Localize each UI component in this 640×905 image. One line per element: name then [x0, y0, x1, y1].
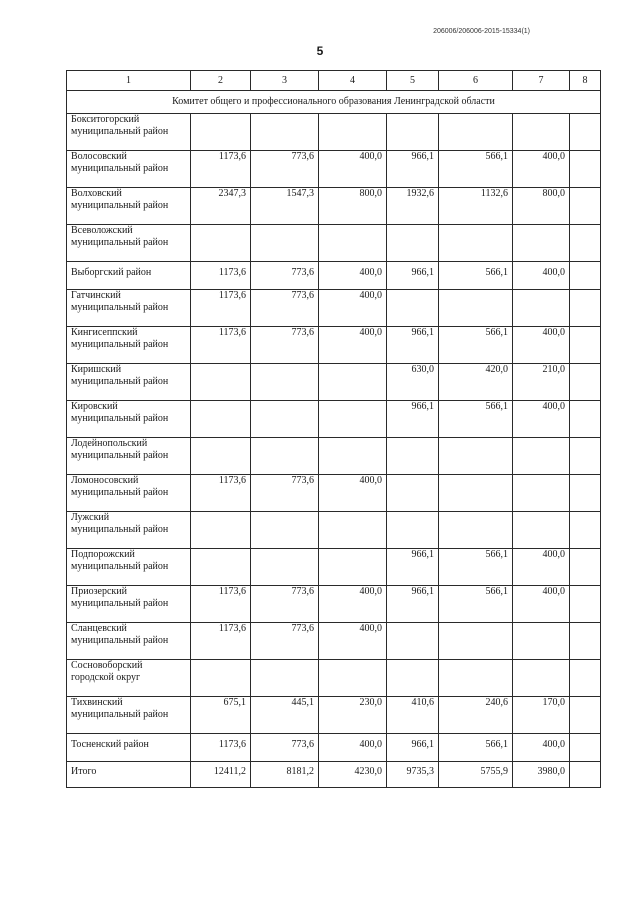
- value-c8: [570, 697, 601, 734]
- value-c4: 400,0: [319, 734, 387, 762]
- value-c7: [513, 438, 570, 475]
- total-c6: 5755,9: [439, 762, 513, 788]
- district-name: [67, 188, 191, 225]
- district-name-line: муниципальный район: [71, 709, 169, 720]
- value-c6: 240,6: [439, 697, 513, 734]
- value-c2: 1173,6: [191, 734, 251, 762]
- table-row: [67, 188, 601, 225]
- value-c4: 800,0: [319, 188, 387, 225]
- value-c8: [570, 225, 601, 262]
- column-number-5: 5: [387, 71, 439, 91]
- district-name-line: Киришский: [71, 364, 122, 375]
- value-c6: 566,1: [439, 549, 513, 586]
- value-c6: [439, 225, 513, 262]
- value-c5: [387, 114, 439, 151]
- value-c3: [251, 225, 319, 262]
- district-name-line: Ломоносовский: [71, 475, 139, 486]
- value-c6: [439, 512, 513, 549]
- value-c5: 966,1: [387, 327, 439, 364]
- district-name: [67, 697, 191, 734]
- district-name: [67, 290, 191, 327]
- district-name-line: Волосовский: [71, 151, 127, 162]
- district-name-line: Лодейнопольский: [71, 438, 148, 449]
- total-c4: 4230,0: [319, 762, 387, 788]
- district-name: [67, 438, 191, 475]
- value-c8: [570, 114, 601, 151]
- value-c7: 400,0: [513, 734, 570, 762]
- total-c5: 9735,3: [387, 762, 439, 788]
- district-name: [67, 262, 191, 290]
- value-c5: [387, 660, 439, 697]
- district-name-line: городской округ: [71, 672, 141, 683]
- value-c5: 410,6: [387, 697, 439, 734]
- value-c6: 566,1: [439, 401, 513, 438]
- value-c6: 566,1: [439, 327, 513, 364]
- total-c3: 8181,2: [251, 762, 319, 788]
- value-c7: 400,0: [513, 549, 570, 586]
- section-title: Комитет общего и профессионального образования Ленинградской области: [67, 91, 601, 114]
- district-name-line: муниципальный район: [71, 339, 169, 350]
- table-row: [67, 225, 601, 262]
- total-c2: 12411,2: [191, 762, 251, 788]
- value-c2: [191, 401, 251, 438]
- district-name-line: Кингисеппский: [71, 327, 138, 338]
- value-c5: [387, 225, 439, 262]
- table-row: [67, 262, 601, 290]
- total-c7: 3980,0: [513, 762, 570, 788]
- value-c6: 566,1: [439, 586, 513, 623]
- district-name-line: муниципальный район: [71, 237, 169, 248]
- column-number-2: 2: [191, 71, 251, 91]
- value-c8: [570, 364, 601, 401]
- district-name-line: Волховский: [71, 188, 122, 199]
- value-c4: [319, 364, 387, 401]
- district-name: [67, 327, 191, 364]
- table-row: [67, 114, 601, 151]
- district-name-line: муниципальный район: [71, 487, 169, 498]
- value-c6: 1132,6: [439, 188, 513, 225]
- value-c5: 966,1: [387, 734, 439, 762]
- value-c6: 420,0: [439, 364, 513, 401]
- value-c2: [191, 114, 251, 151]
- value-c3: 773,6: [251, 734, 319, 762]
- column-number-4: 4: [319, 71, 387, 91]
- value-c3: 1547,3: [251, 188, 319, 225]
- value-c3: [251, 114, 319, 151]
- value-c7: [513, 290, 570, 327]
- page-number: 5: [316, 44, 324, 58]
- document-code: 206006/206006-2015-15334(1): [433, 28, 530, 35]
- district-name-line: Сланцевский: [71, 623, 127, 634]
- value-c6: [439, 660, 513, 697]
- value-c3: [251, 364, 319, 401]
- value-c7: 400,0: [513, 327, 570, 364]
- value-c7: 210,0: [513, 364, 570, 401]
- value-c7: [513, 114, 570, 151]
- value-c8: [570, 549, 601, 586]
- value-c2: 2347,3: [191, 188, 251, 225]
- value-c7: [513, 660, 570, 697]
- value-c5: [387, 623, 439, 660]
- value-c2: [191, 225, 251, 262]
- value-c3: 773,6: [251, 262, 319, 290]
- value-c3: [251, 512, 319, 549]
- value-c7: [513, 623, 570, 660]
- district-name: [67, 734, 191, 762]
- district-name: [67, 364, 191, 401]
- value-c2: 1173,6: [191, 151, 251, 188]
- value-c3: [251, 549, 319, 586]
- district-name-line: Сосновоборский: [71, 660, 143, 671]
- value-c2: [191, 660, 251, 697]
- total-c8: [570, 762, 601, 788]
- value-c4: [319, 114, 387, 151]
- value-c8: [570, 623, 601, 660]
- column-number-1: 1: [67, 71, 191, 91]
- district-name-line: Гатчинский: [71, 290, 121, 301]
- value-c5: 966,1: [387, 549, 439, 586]
- value-c3: 773,6: [251, 623, 319, 660]
- value-c6: [439, 114, 513, 151]
- value-c6: 566,1: [439, 734, 513, 762]
- value-c5: [387, 475, 439, 512]
- value-c2: [191, 512, 251, 549]
- value-c5: [387, 438, 439, 475]
- value-c4: 230,0: [319, 697, 387, 734]
- table-row: [67, 623, 601, 660]
- value-c7: 400,0: [513, 262, 570, 290]
- value-c2: 1173,6: [191, 586, 251, 623]
- value-c6: [439, 623, 513, 660]
- district-name-line: муниципальный район: [71, 598, 169, 609]
- district-name-line: муниципальный район: [71, 163, 169, 174]
- district-name: [67, 114, 191, 151]
- table-row: [67, 697, 601, 734]
- value-c6: [439, 475, 513, 512]
- value-c3: 773,6: [251, 475, 319, 512]
- district-name-line: муниципальный район: [71, 635, 169, 646]
- district-name-line: Всеволожский: [71, 225, 133, 236]
- value-c4: 400,0: [319, 475, 387, 512]
- value-c2: 1173,6: [191, 262, 251, 290]
- district-name: [67, 475, 191, 512]
- column-number-7: 7: [513, 71, 570, 91]
- table-row: [67, 734, 601, 762]
- value-c3: 773,6: [251, 290, 319, 327]
- value-c2: 1173,6: [191, 327, 251, 364]
- total-row: [67, 762, 601, 788]
- column-number-row: [67, 71, 601, 91]
- value-c3: 773,6: [251, 327, 319, 364]
- table-row: [67, 512, 601, 549]
- value-c8: [570, 475, 601, 512]
- value-c8: [570, 512, 601, 549]
- value-c4: [319, 401, 387, 438]
- value-c7: 400,0: [513, 401, 570, 438]
- value-c2: [191, 549, 251, 586]
- value-c4: 400,0: [319, 586, 387, 623]
- value-c8: [570, 586, 601, 623]
- district-name-line: муниципальный район: [71, 413, 169, 424]
- district-name-line: муниципальный район: [71, 524, 169, 535]
- value-c8: [570, 660, 601, 697]
- value-c3: 445,1: [251, 697, 319, 734]
- value-c4: 400,0: [319, 262, 387, 290]
- value-c5: [387, 512, 439, 549]
- budget-table: [66, 70, 601, 788]
- district-name-line: Выборгский район: [71, 267, 152, 278]
- district-name-line: муниципальный район: [71, 302, 169, 313]
- district-name-line: муниципальный район: [71, 450, 169, 461]
- value-c7: 170,0: [513, 697, 570, 734]
- district-name-line: Подпорожский: [71, 549, 135, 560]
- value-c3: 773,6: [251, 151, 319, 188]
- table-row: [67, 364, 601, 401]
- value-c3: [251, 401, 319, 438]
- value-c3: 773,6: [251, 586, 319, 623]
- district-name-line: муниципальный район: [71, 126, 169, 137]
- table-row: [67, 438, 601, 475]
- value-c2: 1173,6: [191, 475, 251, 512]
- value-c8: [570, 188, 601, 225]
- table-row: [67, 660, 601, 697]
- district-name-line: Тосненский район: [71, 739, 149, 750]
- district-name-line: Тихвинский: [71, 697, 123, 708]
- value-c4: [319, 660, 387, 697]
- value-c5: 966,1: [387, 586, 439, 623]
- section-row: [67, 91, 601, 114]
- value-c3: [251, 438, 319, 475]
- value-c4: [319, 438, 387, 475]
- district-name: [67, 225, 191, 262]
- value-c2: 1173,6: [191, 290, 251, 327]
- value-c8: [570, 438, 601, 475]
- value-c4: 400,0: [319, 623, 387, 660]
- value-c6: 566,1: [439, 262, 513, 290]
- value-c8: [570, 262, 601, 290]
- district-name-line: Бокситогорский: [71, 114, 140, 125]
- district-name: [67, 401, 191, 438]
- table-row: [67, 151, 601, 188]
- value-c2: [191, 364, 251, 401]
- district-name-line: муниципальный район: [71, 376, 169, 387]
- value-c4: 400,0: [319, 290, 387, 327]
- district-name-line: Кировский: [71, 401, 118, 412]
- table-row: [67, 327, 601, 364]
- district-name-line: муниципальный район: [71, 561, 169, 572]
- value-c7: 800,0: [513, 188, 570, 225]
- district-name-line: муниципальный район: [71, 200, 169, 211]
- table-row: [67, 549, 601, 586]
- total-label: Итого: [67, 762, 191, 788]
- district-name-line: Лужский: [71, 512, 110, 523]
- value-c7: [513, 475, 570, 512]
- district-name: [67, 623, 191, 660]
- value-c8: [570, 151, 601, 188]
- value-c7: 400,0: [513, 586, 570, 623]
- district-name: [67, 151, 191, 188]
- value-c6: [439, 438, 513, 475]
- value-c5: 966,1: [387, 262, 439, 290]
- value-c7: [513, 225, 570, 262]
- value-c6: 566,1: [439, 151, 513, 188]
- value-c5: [387, 290, 439, 327]
- value-c7: 400,0: [513, 151, 570, 188]
- district-name: [67, 512, 191, 549]
- value-c8: [570, 327, 601, 364]
- table-row: [67, 586, 601, 623]
- value-c4: 400,0: [319, 151, 387, 188]
- district-name: [67, 549, 191, 586]
- value-c5: 630,0: [387, 364, 439, 401]
- column-number-6: 6: [439, 71, 513, 91]
- district-name: [67, 586, 191, 623]
- table-row: [67, 401, 601, 438]
- value-c2: 675,1: [191, 697, 251, 734]
- value-c4: 400,0: [319, 327, 387, 364]
- column-number-8: 8: [570, 71, 601, 91]
- value-c5: 966,1: [387, 401, 439, 438]
- value-c8: [570, 734, 601, 762]
- value-c3: [251, 660, 319, 697]
- table-row: [67, 475, 601, 512]
- value-c2: 1173,6: [191, 623, 251, 660]
- value-c7: [513, 512, 570, 549]
- value-c5: 1932,6: [387, 188, 439, 225]
- table-row: [67, 290, 601, 327]
- column-number-3: 3: [251, 71, 319, 91]
- value-c4: [319, 549, 387, 586]
- value-c2: [191, 438, 251, 475]
- value-c8: [570, 401, 601, 438]
- district-name: [67, 660, 191, 697]
- value-c6: [439, 290, 513, 327]
- value-c4: [319, 512, 387, 549]
- value-c8: [570, 290, 601, 327]
- district-name-line: Приозерский: [71, 586, 127, 597]
- value-c4: [319, 225, 387, 262]
- value-c5: 966,1: [387, 151, 439, 188]
